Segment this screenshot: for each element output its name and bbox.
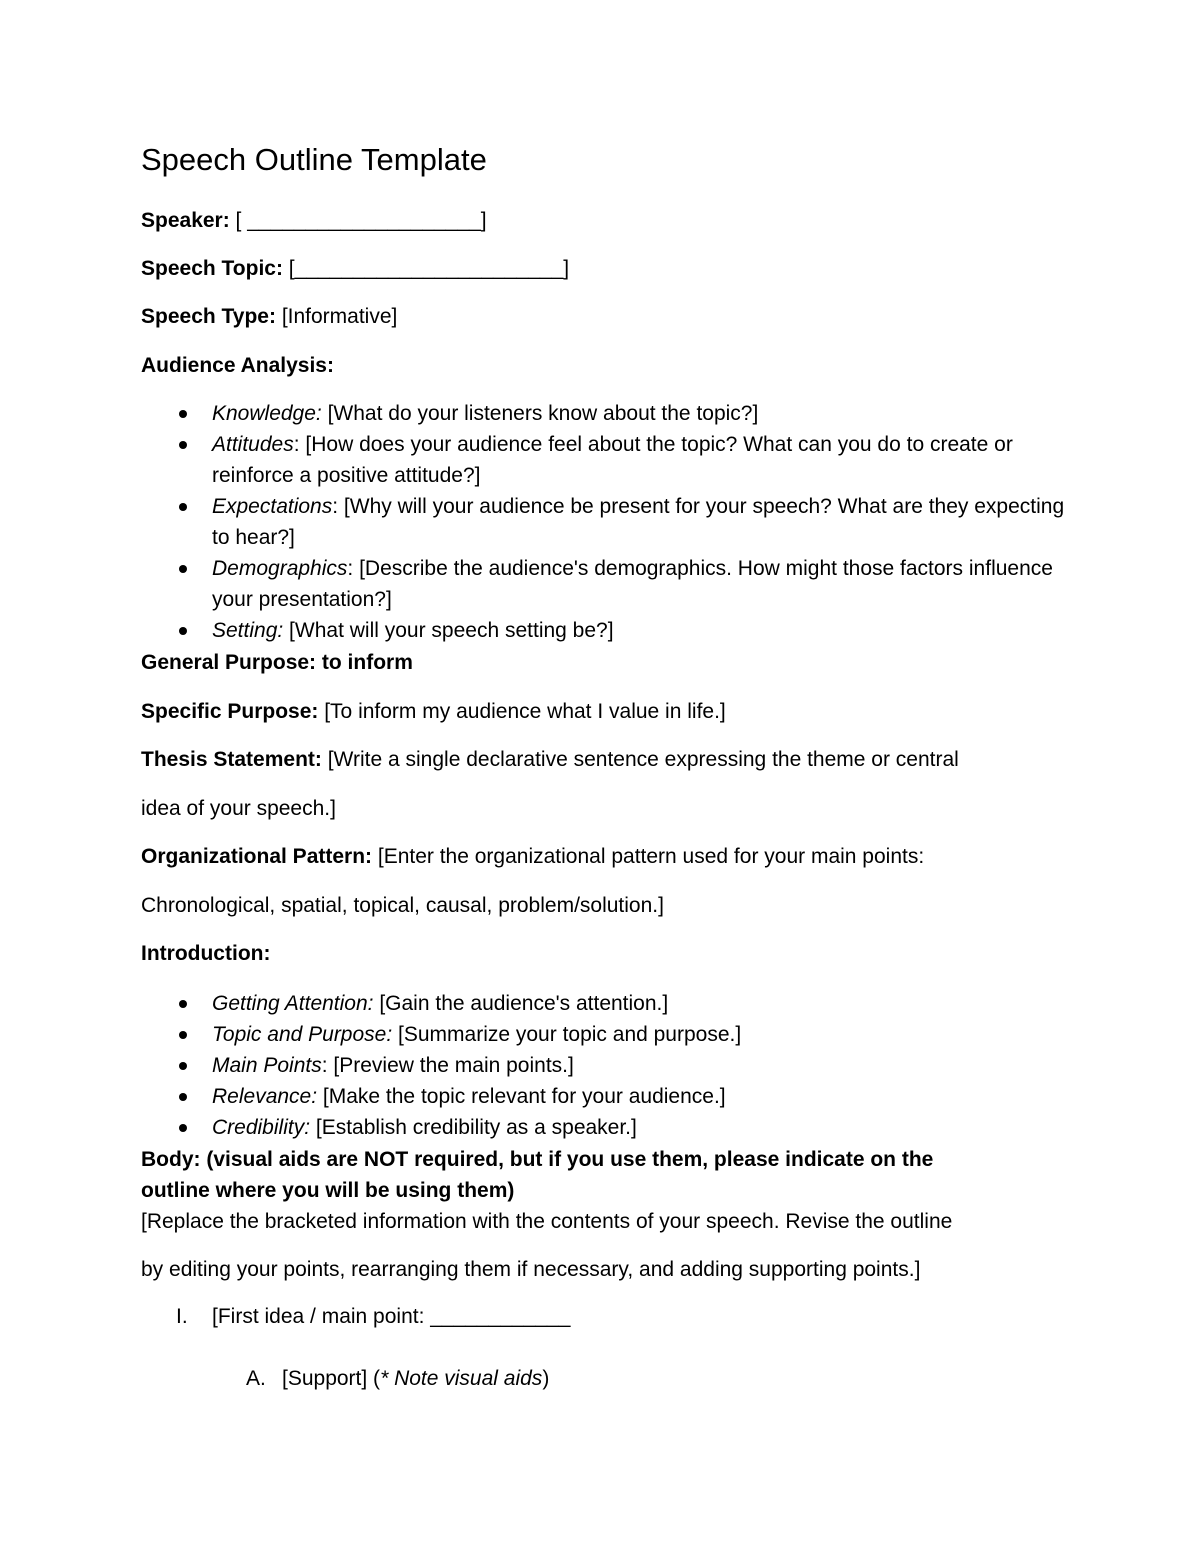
page-title: Speech Outline Template — [141, 142, 487, 177]
list-item — [176, 1019, 1076, 1050]
thesis-line-1 — [141, 745, 959, 775]
item-term: Relevance: — [212, 1085, 318, 1108]
visual-aids-note: * Note visual aids — [380, 1367, 543, 1390]
item-term: Knowledge: — [212, 402, 322, 425]
list-item — [176, 1081, 1076, 1112]
bullet-icon — [179, 627, 187, 635]
item-text: : [Why will your audience be present for your speech? What are they expecting to hear?] — [212, 495, 1065, 549]
specific-purpose-value: [To inform my audience what I value in life.] — [318, 700, 726, 723]
type-label: Speech Type: — [141, 305, 276, 328]
body-instruction-line-1: [Replace the bracketed information with the contents of your speech. Revise the outline — [141, 1210, 953, 1233]
topic-label: Speech Topic: — [141, 257, 283, 280]
org-pattern-line-2: Chronological, spatial, topical, causal, problem/solution.] — [141, 894, 664, 917]
list-item — [176, 1112, 1076, 1143]
body-instruction-line-2: by editing your points, rearranging them if necessary, and adding supporting points.] — [141, 1258, 921, 1281]
org-pattern-value: [Enter the organizational pattern used for your main points: — [372, 845, 925, 868]
sub-point-close: ) — [542, 1367, 550, 1390]
item-text: : [Describe the audience's demographics. How might those factors influence your presentation?] — [212, 557, 1053, 611]
bullet-icon — [179, 503, 187, 511]
item-term: Attitudes — [212, 433, 294, 456]
item-term: Expectations — [212, 495, 333, 518]
item-text: [What will your speech setting be?] — [283, 619, 614, 642]
list-item — [176, 615, 1076, 646]
list-item — [176, 429, 1076, 491]
type-value: [Informative] — [275, 305, 398, 328]
item-term: Getting Attention: — [212, 992, 374, 1015]
type-line — [141, 302, 397, 332]
bullet-icon — [179, 1031, 187, 1039]
thesis-line-2: idea of your speech.] — [141, 797, 336, 820]
topic-line — [141, 254, 569, 284]
item-text: : [How does your audience feel about the topic? What can you do to create or reinforce a positive attitude?] — [212, 433, 1013, 487]
audience-analysis-heading: Audience Analysis: — [141, 354, 334, 377]
sub-point-text: [Support] ( — [282, 1367, 381, 1390]
thesis-label: Thesis Statement: — [141, 748, 322, 771]
body-heading-line-1: Body: (visual aids are NOT required, but if you use them, please indicate on the — [141, 1148, 934, 1171]
item-term: Main Points — [212, 1054, 322, 1077]
item-text: [Gain the audience's attention.] — [373, 992, 669, 1015]
alpha-letter: A. — [246, 1367, 266, 1390]
org-pattern-line-1 — [141, 842, 924, 872]
specific-purpose-label: Specific Purpose: — [141, 700, 319, 723]
item-text: : [Preview the main points.] — [321, 1054, 574, 1077]
speaker-line — [141, 206, 487, 236]
list-item — [176, 988, 1076, 1019]
general-purpose: General Purpose: to inform — [141, 651, 413, 674]
list-item — [176, 1050, 1076, 1081]
speaker-label: Speaker: — [141, 209, 230, 232]
item-term: Setting: — [212, 619, 284, 642]
item-text: [Make the topic relevant for your audience.] — [317, 1085, 726, 1108]
bullet-icon — [179, 1093, 187, 1101]
body-heading-line-2: outline where you will be using them) — [141, 1179, 515, 1202]
introduction-heading: Introduction: — [141, 942, 271, 965]
list-item — [176, 491, 1076, 553]
topic-value: [_______________________] — [282, 257, 570, 280]
item-text: [What do your listeners know about the topic?] — [321, 402, 759, 425]
bullet-icon — [179, 410, 187, 418]
speaker-value: [ ____________________] — [229, 209, 487, 232]
bullet-icon — [179, 1000, 187, 1008]
introduction-list — [176, 988, 1076, 1143]
bullet-icon — [179, 441, 187, 449]
list-item — [176, 398, 1076, 429]
specific-purpose-line — [141, 697, 726, 727]
thesis-value: [Write a single declarative sentence expressing the theme or central — [321, 748, 959, 771]
bullet-icon — [179, 565, 187, 573]
item-text: [Summarize your topic and purpose.] — [392, 1023, 742, 1046]
main-point-text: [First idea / main point: ____________ — [212, 1305, 571, 1328]
bullet-icon — [179, 1124, 187, 1132]
bullet-icon — [179, 1062, 187, 1070]
audience-list — [176, 398, 1076, 646]
item-term: Topic and Purpose: — [212, 1023, 393, 1046]
org-pattern-label: Organizational Pattern: — [141, 845, 373, 868]
item-term: Credibility: — [212, 1116, 311, 1139]
roman-numeral: I. — [176, 1305, 188, 1328]
outline-sub-point — [246, 1364, 549, 1394]
item-text: [Establish credibility as a speaker.] — [310, 1116, 637, 1139]
outline-main-point — [176, 1302, 570, 1332]
item-term: Demographics — [212, 557, 348, 580]
list-item — [176, 553, 1076, 615]
